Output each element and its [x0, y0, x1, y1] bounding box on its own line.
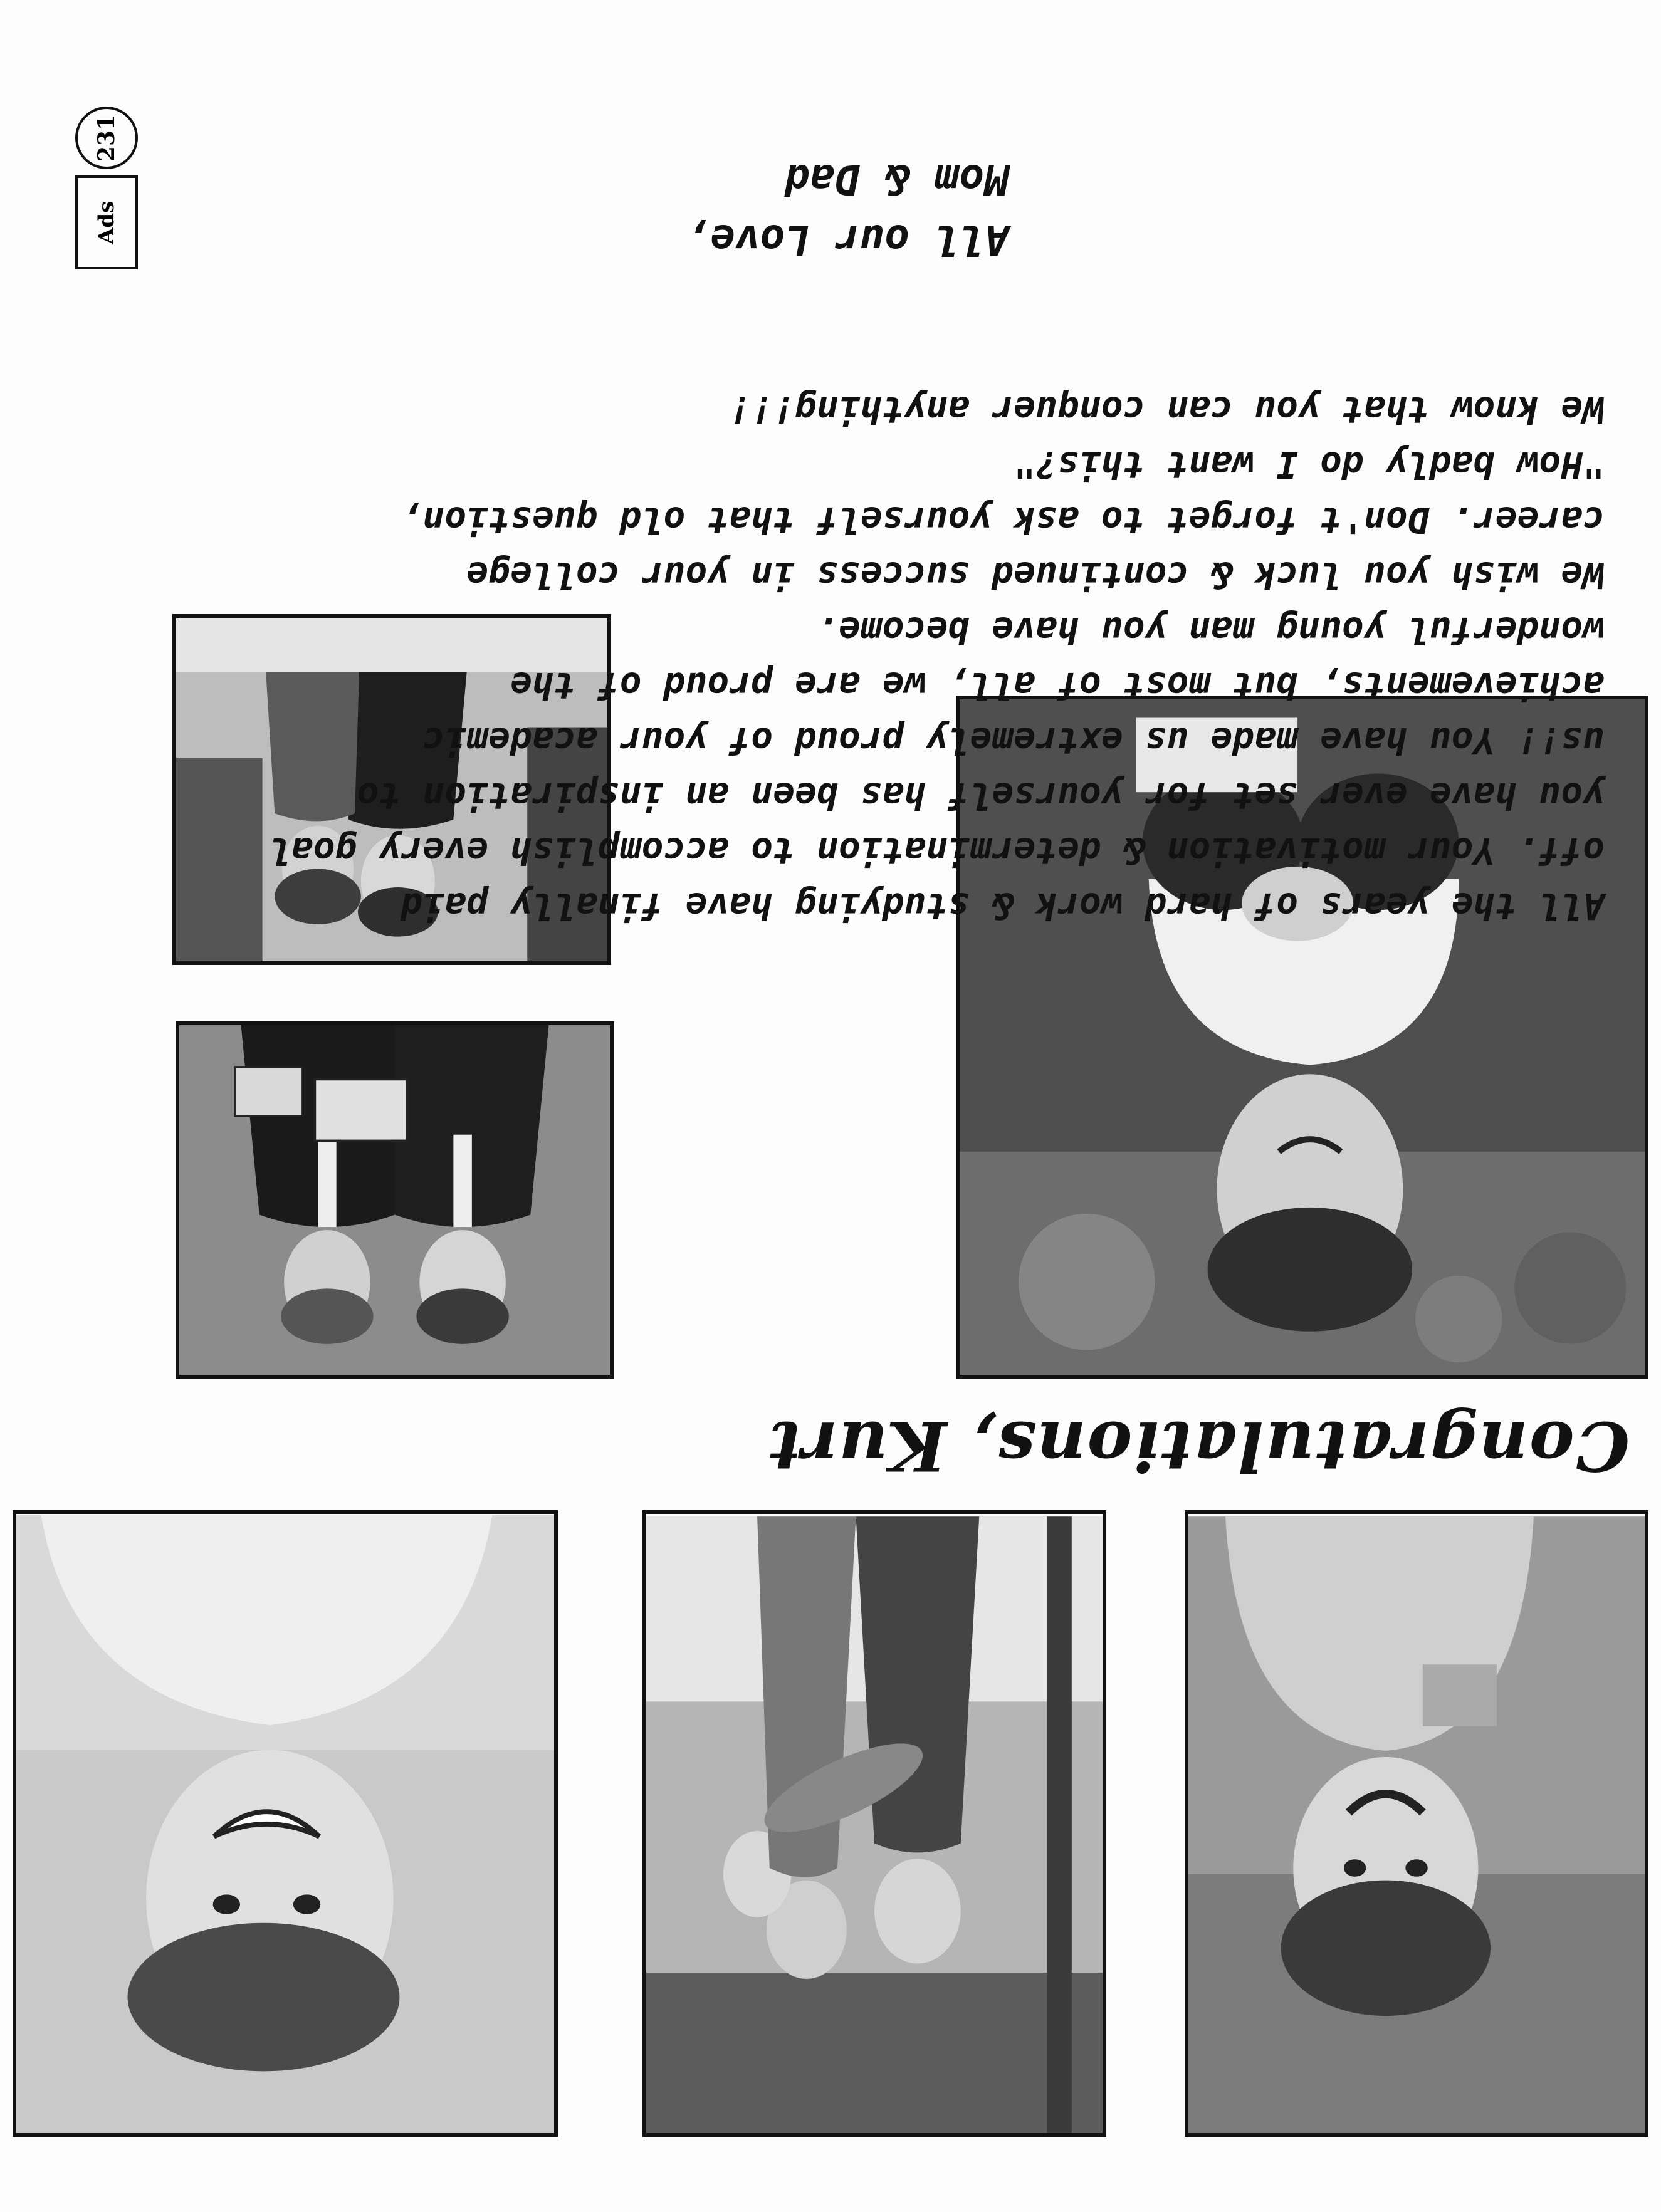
family-fishing-image: [646, 1516, 1103, 2133]
congratulations-message: [25, 382, 1605, 934]
message-line: "How badly do I want this?": [1014, 444, 1605, 486]
message-line: us!! You have made us extremely proud of your academic: [422, 719, 1605, 762]
family-fishing-photo: [642, 1510, 1106, 2137]
award-presentation-image: [179, 1024, 610, 1375]
message-line: We wish you luck & continued success in your college: [466, 554, 1605, 597]
section-label: Ads: [75, 175, 138, 269]
message-line: achievements, but most of all, we are proud of the: [510, 664, 1605, 707]
message-line: you have ever set for yourself has been an inspiration to: [357, 775, 1605, 817]
child-portrait-photo: [1185, 1510, 1648, 2137]
smiling-boy-image: [16, 1515, 554, 2133]
message-line: wonderful young man you have become.: [816, 609, 1605, 652]
child-portrait-image: [1188, 1516, 1645, 2133]
signoff: [382, 149, 1009, 269]
section-tab: [75, 113, 138, 269]
message-line: We know that you can conquer anything!!!: [729, 389, 1605, 431]
signoff-greeting: All our Love,: [685, 216, 1009, 264]
message-line: career. Don't forget to ask yourself that old question,: [401, 499, 1605, 541]
award-presentation-photo: [176, 1021, 614, 1379]
smiling-boy-photo: [13, 1510, 558, 2137]
message-line: off. Your motivation & determination to accomplish every goal: [269, 830, 1605, 872]
page-number: 231: [75, 107, 138, 169]
message-line: All the years of hard work & studying have finally paid: [401, 885, 1605, 927]
page-title: Congratulations, Kurt: [768, 1406, 1630, 1485]
signoff-signature: Mom & Dad: [785, 155, 1009, 204]
